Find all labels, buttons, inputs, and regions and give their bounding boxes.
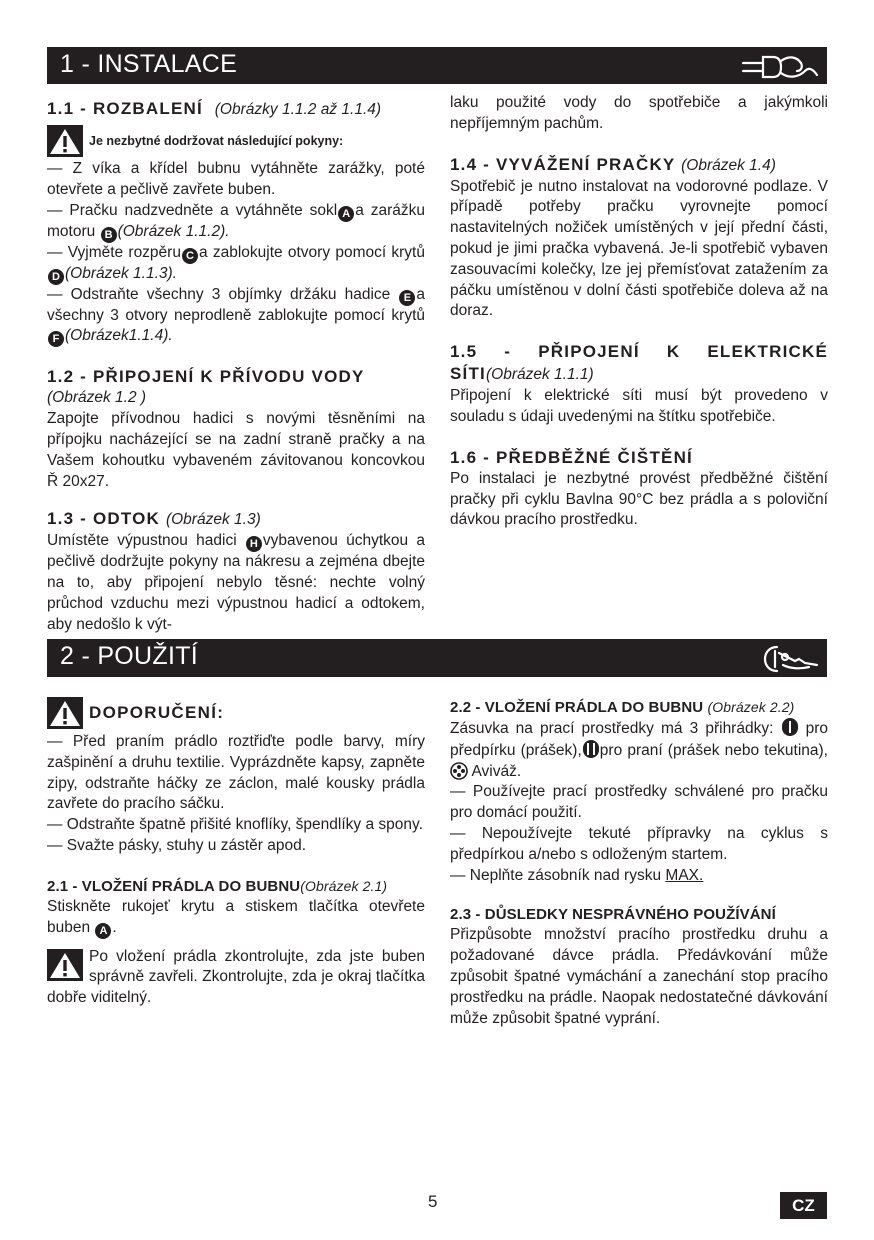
section-1-5-heading: 1.5 - PŘIPOJENÍ K ELEKTRICKÉ SÍTI(Obrázek 1.1.1)	[450, 342, 828, 384]
section-1-5-text: Připojení k elektrické síti musí být provedeno v souladu s údaji uvedenými na štítku spotřebiče.	[450, 387, 828, 425]
section-1-3-heading: 1.3 - ODTOK (Obrázek 1.3)	[47, 509, 261, 529]
section-1-6-text: Po instalaci je nezbytné provést předběžné čištění pračky při cyklu Bavlna 90°C bez prádla a s poloviční dávkou pracího prostředku.	[450, 469, 828, 529]
section-1-2-heading: 1.2 - PŘIPOJENÍ K PŘÍVODU VODY	[47, 367, 365, 387]
badge-h-icon: H	[246, 536, 262, 552]
unpacking-step-2: — Pračku nadzvedněte a vytáhněte sokl A a zarážku motoru B (Obrázek 1.1.2).	[47, 201, 425, 241]
unpacking-step-3: — Vyjměte rozpěru C a zablokujte otvory pomocí krytů D (Obrázek 1.1.3).	[47, 243, 425, 283]
drum-closing-warning: Po vložení prádla zkontrolujte, zda jste buben správně zavřeli. Zkontrolujte, zda je okraj tlačítka dobře viditelný.	[47, 947, 425, 1007]
section-title: 2 - POUŽITÍ	[60, 642, 199, 670]
installation-right-column	[450, 93, 828, 531]
section-1-2-text: Zapojte přívodnou hadici s novými těsněními na přípojku nacházející se na zadní straně pračky a na Vašem kohoutku vybaveném závitovanou koncovkou Ř 20x27.	[47, 410, 425, 490]
page-number: 5	[428, 1192, 438, 1211]
wash-compartment-icon	[583, 740, 599, 758]
recommendation-2: — Odstraňte špatně přišité knoflíky, špendlíky a spony.	[47, 816, 423, 834]
section-header-usage	[47, 639, 827, 677]
unpacking-warning: Je nezbytné dodržovat následující pokyny:	[47, 125, 425, 157]
section-2-1-text: Stiskněte rukojeť krytu a stiskem tlačítka otevřete buben A .	[47, 897, 425, 937]
section-1-3-continued: laku použité vody do spotřebiče a jakýmkoli nepříjemným pachům.	[450, 94, 828, 132]
section-title: 1 - INSTALACE	[60, 50, 238, 78]
warning-icon	[47, 697, 83, 729]
hand-pointer-icon	[739, 641, 821, 675]
usage-left-column	[47, 697, 425, 1009]
badge-f-icon: F	[48, 331, 64, 347]
badge-d-icon: D	[48, 269, 64, 285]
recommendation-3: — Svažte pásky, stuhy u zástěr apod.	[47, 836, 307, 854]
warning-icon	[47, 125, 83, 157]
badge-a-icon: A	[338, 206, 354, 222]
prewash-compartment-icon	[782, 718, 798, 736]
unpacking-step-4: — Odstraňte všechny 3 objímky držáku hadice E a všechny 3 otvory neprodleně zablokujte pomocí krytů F (Obrázek1.1.4).	[47, 285, 425, 346]
usage-right-column	[450, 697, 828, 1029]
section-2-2-item-2: — Nepoužívejte tekuté přípravky na cyklus s předpírkou a/nebo s odloženým startem.	[450, 824, 828, 863]
recommendation-1: — Před praním prádlo roztřiďte podle barvy, míry zašpinění a druhu textilie. Vyprázdněte kapsy, zapněte zipy, odstraňte háčky ze záclon, malé kousky prádla zavřete do pracího sáčku.	[47, 733, 425, 813]
softener-flower-icon	[450, 762, 468, 780]
section-1-2-ref: (Obrázek 1.2 )	[47, 389, 147, 407]
badge-a-icon: A	[95, 923, 111, 939]
section-1-6-heading: 1.6 - PŘEDBĚŽNÉ ČIŠTĚNÍ	[450, 447, 693, 467]
recommendation-heading: DOPORUČENÍ:	[47, 697, 425, 729]
section-2-2-item-3: — Neplňte zásobník nad rysku MAX.	[450, 866, 704, 884]
section-2-2-heading: 2.2 - VLOŽENÍ PRÁDLA DO BUBNU (Obrázek 2.2)	[450, 699, 795, 716]
section-header-installation	[47, 47, 827, 84]
warning-icon	[47, 949, 83, 981]
section-1-4-heading: 1.4 - VYVÁŽENÍ PRAČKY (Obrázek 1.4)	[450, 154, 776, 174]
power-plug-icon	[739, 49, 821, 83]
badge-c-icon: C	[182, 248, 198, 264]
section-2-3-text: Přizpůsobte množství pracího prostředku druhu a požadované dávce prádla. Předávkování může způsobit špatné vymáchání a zanechání stop pracího prostředku na prádle. Naopak nedostatečné dávkování může způsobit špatné vyprání.	[450, 926, 828, 1027]
section-1-3-text: Umístěte výpustnou hadici H vybavenou úchytkou a pečlivě dodržujte pokyny na nákresu a zejména dbejte na to, aby připojení nebylo těsné: nechte volný průchod vzduchu mezi výpustnou hadicí a odtokem, aby nedošlo k výt-	[47, 532, 426, 633]
section-1-1-heading: 1.1 - ROZBALENÍ (Obrázky 1.1.2 až 1.1.4)	[47, 99, 382, 118]
badge-e-icon: E	[399, 290, 415, 306]
section-2-2-item-1: — Používejte prací prostředky schválené pro pračku pro domácí použití.	[450, 783, 828, 822]
section-1-4-text: Spotřebič je nutno instalovat na vodorovné podlaze. V případě potřeby pračku vyrovnejte pomocí nastavitelných nožiček umístěných v její přední části, pokud je jimi pračka vybavená. Je-li spotřebič vybaven zasouvacími kolečky, lze jej přemísťovat zatažením za páčku umístěnou v dolní části spotřebiče doleva až na doraz.	[450, 177, 828, 320]
language-badge: CZ	[780, 1192, 827, 1219]
installation-left-column	[47, 98, 425, 636]
section-2-2-text: Zásuvka na prací prostředky má 3 přihrádky: pro předpírku (prášek), pro praní (prášek nebo tekutina), Aviváž.	[450, 720, 828, 780]
section-2-3-heading: 2.3 - DŮSLEDKY NESPRÁVNÉHO POUŽÍVÁNÍ	[450, 906, 776, 924]
section-2-1-heading: 2.1 - VLOŽENÍ PRÁDLA DO BUBNU(Obrázek 2.1)	[47, 877, 388, 895]
unpacking-step-1: — Z víka a křídel bubnu vytáhněte zarážky, poté otevřete a pečlivě zavřete buben.	[47, 160, 425, 198]
badge-b-icon: B	[101, 227, 117, 243]
